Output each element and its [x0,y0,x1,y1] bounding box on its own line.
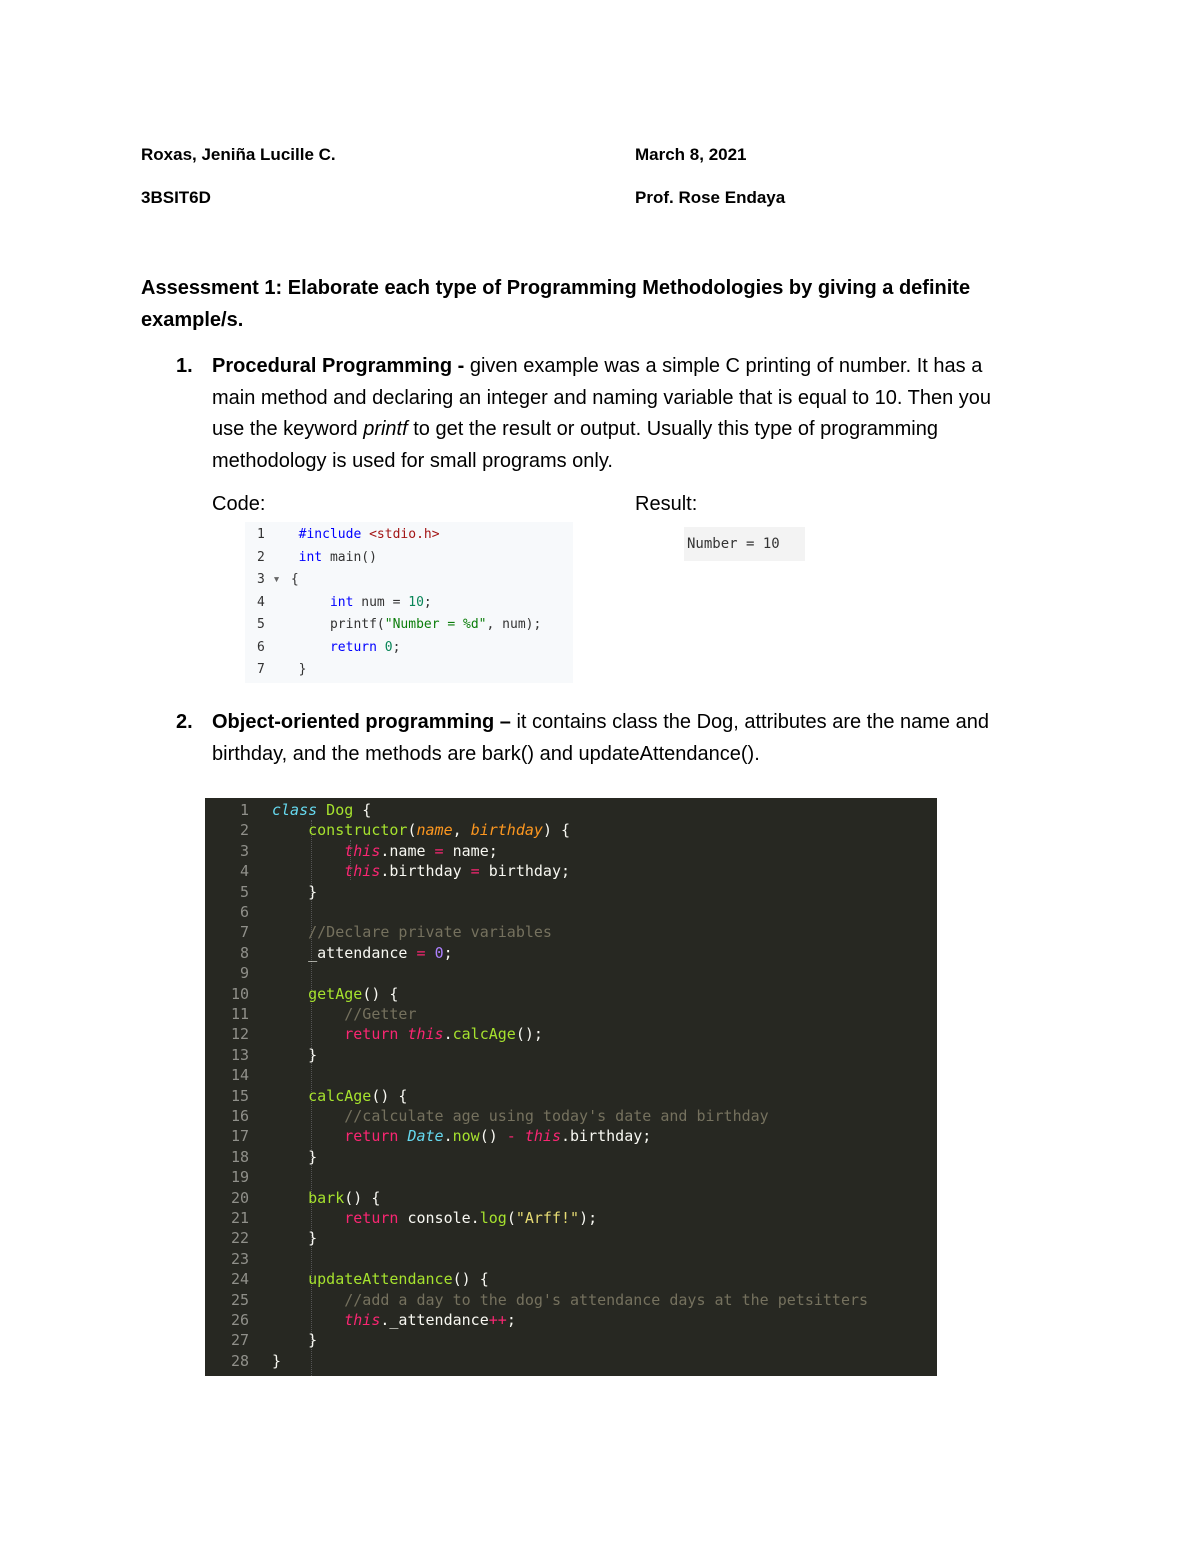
js-code-line-17: 17 return Date.now() - this.birthday; [230,1127,652,1146]
result-output: Number = 10 [684,527,805,561]
item-1-paragraph [212,351,1172,477]
student-name: Roxas, Jeniña Lucille C. [141,145,336,164]
js-code-line-26: 26 this._attendance++; [230,1311,516,1329]
c-code-line-2: 2 int main() [257,549,377,565]
js-code-line-28: 28 } [230,1351,282,1370]
js-code-line-10: 10 getAge() { [230,984,399,1003]
js-code-line-27: 27 } [230,1331,318,1350]
item-1-line3-post: to get the result or output. Usually this type of programming [407,418,938,440]
js-code-line-15: 15 calcAge() { [230,1086,408,1105]
js-code-line-3: 3 this.name = name; [239,841,498,860]
js-code-line-11: 11 //Getter [230,1005,417,1023]
item-2-line2: birthday, and the methods are bark() and updateAttendance(). [212,742,760,765]
c-code-line-7: 7 } [257,662,307,677]
js-code-line-23: 23 [230,1249,249,1268]
result-label: Result: [635,493,698,515]
js-code-line-21: 21 return console.log("Arff!"); [230,1209,598,1227]
js-code-line-20: 20 bark() { [230,1188,381,1207]
professor-name: Prof. Rose Endaya [635,188,786,207]
student-section: 3BSIT6D [141,188,211,207]
js-code-line-22: 22 } [230,1229,318,1248]
js-code-line-2: 2 constructor(name, birthday) { [239,821,571,840]
c-code-line-1: 1 #include <stdio.h> [257,527,440,542]
item-1-line1: given example was a simple C printing of number. It has a [469,355,983,377]
c-code-line-5: 5 printf("Number = %d", num); [257,617,542,632]
item-1-line3-pre: use the keyword [212,418,364,440]
item-2-paragraph [212,707,1172,770]
item-2-heading: Object-oriented programming – [212,711,517,733]
item-1-line4: methodology is used for small programs only. [212,449,613,472]
item-2-number: 2. [176,711,193,733]
c-code-line-6: 6 return 0; [257,639,401,655]
js-code-line-25: 25 //add a day to the dog's attendance days at the petsitters [230,1290,869,1309]
js-code-line-18: 18 } [230,1147,318,1166]
item-1-number: 1. [176,355,193,377]
c-code-block [245,522,573,683]
c-code-line-3: 3 ▾ { [257,572,299,587]
js-code-line-5: 5 } [239,882,318,901]
assessment-title-line2: example/s. [141,309,244,331]
js-code-line-4: 4 this.birthday = birthday; [239,862,571,881]
js-code-line-7: 7 //Declare private variables [239,923,552,942]
code-label: Code: [212,493,266,515]
js-code-line-8: 8 _attendance = 0; [239,943,453,962]
item-2-line1: it contains class the Dog, attributes are the name and [516,711,989,733]
c-code-line-4: 4 int num = 10; [257,594,432,610]
item-1-printf-keyword: printf [363,418,408,440]
js-code-block [205,798,937,1376]
fold-arrow-icon[interactable]: ▾ [272,572,281,587]
js-code-line-24: 24 updateAttendance() { [230,1270,489,1289]
js-code-line-19: 19 [230,1168,249,1187]
js-code-line-9: 9 [239,964,249,983]
item-1-heading: Procedural Programming - [212,355,470,377]
js-code-line-6: 6 [239,903,249,921]
assessment-title-line1: Assessment 1: Elaborate each type of Programming Methodologies by giving a definite [141,277,971,299]
js-code-line-1: 1 class Dog { [239,801,372,819]
js-code-line-16: 16 //calculate age using today's date and birthday [230,1107,769,1125]
item-1-line2: main method and declaring an integer and naming variable that is equal to 10. Then you [212,386,992,409]
js-code-line-14: 14 [230,1066,249,1085]
js-code-line-13: 13 } [230,1045,318,1064]
submission-date: March 8, 2021 [635,145,747,164]
assessment-title [141,272,1141,336]
js-code-line-12: 12 return this.calcAge(); [230,1025,543,1044]
